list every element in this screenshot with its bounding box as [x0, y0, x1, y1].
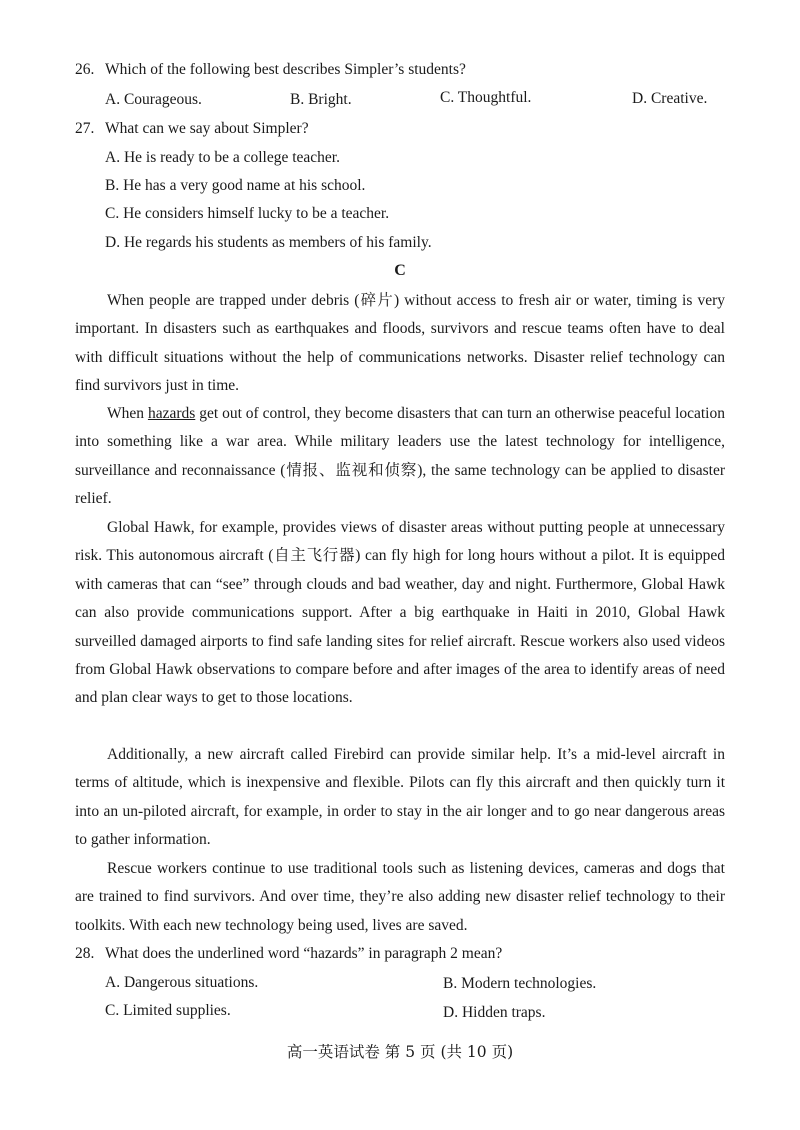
- q28-option-d: D. Hidden traps.: [443, 1004, 546, 1021]
- q26-option-b: B. Bright.: [290, 91, 352, 108]
- question-26-number: 26.: [75, 61, 95, 78]
- passage-paragraph-5: Rescue workers continue to use traditional tools such as listening devices, cameras and dogs that are trained to find survivors. And over time, they’re also adding new disaster relief technology to their toolkits. With each new technology being used, lives are saved.: [75, 860, 725, 934]
- passage-paragraph-1: When people are trapped under debris (碎片) without access to fresh air or water, timing is very important. In disasters such as earthquakes and floods, survivors and rescue teams often have to deal with difficult situations without the help of communications networks. Disaster relief technology can find survivors just in time.: [75, 292, 725, 395]
- q28-option-b: B. Modern technologies.: [443, 975, 597, 992]
- question-26-text: Which of the following best describes Simpler’s students?: [105, 61, 466, 78]
- q26-option-c: C. Thoughtful.: [440, 89, 532, 106]
- question-27-text: What can we say about Simpler?: [105, 120, 309, 137]
- question-27: [75, 120, 309, 138]
- passage-paragraph-2: [75, 400, 725, 514]
- q28-option-a: A. Dangerous situations.: [105, 974, 259, 991]
- q27-option-c: C. He considers himself lucky to be a teacher.: [105, 205, 390, 222]
- passage-paragraph-3: Global Hawk, for example, provides views of disaster areas without putting people at unnecessary risk. This autonomous aircraft (自主飞行器) can fly high for long hours without a pilot. It is equipped with cameras that can “see” through clouds and bad weather, day and night. Furthermore, Global Hawk can also provide communications support. After a big earthquake in Haiti in 2010, Global Hawk surveilled damaged airports to find safe landing sites for relief aircraft. Rescue workers also used videos from Global Hawk observations to compare before and after images of the area to identify areas of need and plan clear ways to get to those locations.: [75, 519, 725, 707]
- q28-option-c: C. Limited supplies.: [105, 1002, 231, 1019]
- question-28-number: 28.: [75, 945, 95, 962]
- underlined-word-hazards: hazards: [147, 405, 196, 422]
- page-footer: 高一英语试卷 第 5 页 (共 10 页): [286, 1043, 514, 1061]
- q27-option-b: B. He has a very good name at his school.: [105, 177, 366, 194]
- q26-option-a: A. Courageous.: [105, 91, 202, 108]
- question-28: [75, 945, 502, 963]
- question-28-text: What does the underlined word “hazards” in paragraph 2 mean?: [105, 945, 503, 962]
- passage-paragraph-4: Additionally, a new aircraft called Firebird can provide similar help. It’s a mid-level aircraft in terms of altitude, which is inexpensive and flexible. Pilots can fly this aircraft and then quickly turn it into an un-piloted aircraft, for example, in order to stay in the air longer and to go near dangerous areas to gather information.: [75, 746, 725, 849]
- q27-option-d: D. He regards his students as members of his family.: [105, 234, 432, 251]
- question-26: [75, 61, 466, 79]
- question-27-number: 27.: [75, 120, 95, 137]
- paragraph-2-rest: get out of control, they become disasters that can turn an otherwise peaceful location into something like a war area. While military leaders use the latest technology for intelligence, surveillance and reconnaissance (情报、监视和侦察), the same technology can be applied to disaster relief.: [75, 405, 725, 508]
- section-label: C: [394, 262, 406, 279]
- paragraph-2-lead: When: [107, 405, 148, 422]
- q27-option-a: A. He is ready to be a college teacher.: [105, 149, 340, 166]
- q26-option-d: D. Creative.: [632, 90, 708, 107]
